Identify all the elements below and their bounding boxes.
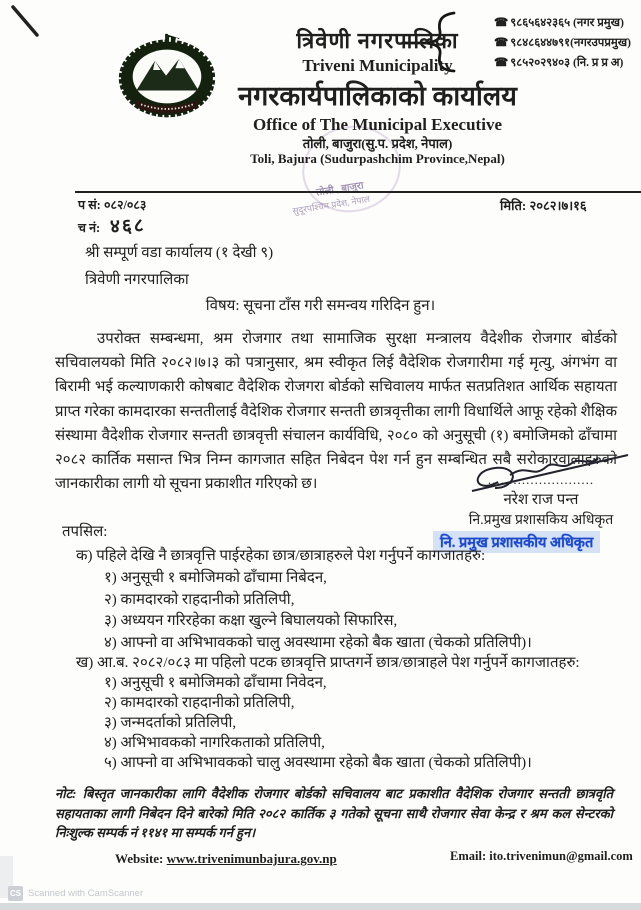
officer-blue-stamp: नि. प्रमुख प्रशासकीय अधिकृत (433, 531, 600, 553)
phone-number: ९८५२०२९४०३ (510, 57, 571, 69)
municipality-name-english: Triveni Municipality (302, 56, 453, 76)
dispatch-number-label: च नं: (78, 221, 101, 235)
camscanner-watermark (8, 886, 143, 901)
phone-label: (नगरउपप्रमुख) (570, 37, 631, 49)
pen-stroke-mark (10, 4, 42, 40)
phone-number: ९८६५६४२३६५ (510, 17, 571, 29)
header-divider (75, 191, 641, 193)
letter-date: मिति: २०८२।७।१६ (500, 198, 587, 213)
telephone-icon: ☎ (493, 17, 509, 29)
list-item: ५) आफ्नो वा अभिभावकको चालु अवस्थामा रहेको बैक खाता (चेकको प्रतिलिपी)। (104, 755, 532, 771)
telephone-icon: ☎ (493, 57, 509, 69)
body-paragraph: उपरोक्त सम्बन्धमा, श्रम रोजगार तथा सामाजिक सुरक्षा मन्त्रालय वैदेशीक रोजगार बोर्डको सचिवालयको मिति २०८२।७।३ को पत्रानुसार, श्रम स्वीकृत लिई वैदेशिक रोजगारीमा गई मृत्यु, अंगभंग वा बिरामी भई कल्याणकारी कोषबाट वैदेशिक रोजगरा बोर्डको सचिवालय मार्फत सतप्रतिशत आर्थिक सहायता प्राप्त गरेका कामदारका सन्ततीलाई वैदेशिक रोजगार सन्तती छात्रवृत्तीका लागी विधार्थिले आफू रहेको शैक्षिक संस्थामा वैदेशीक रोजगार सन्तती छात्रवृत्ती संचालन कार्यविधि, २०८० को अनुसूची (१) बमोजिमको ढाँचामा २०८२ कार्तिक मसान्त भित्र निम्न कागजात सहित निबेदन पेश गर्न हुन सम्बन्धित सबै सरोकारवालाहरुको जानकारीका लागी यो सूचना प्रकाशीत गरिएको छ। (55, 331, 617, 493)
letterhead (150, 28, 605, 167)
address-nepali: तोली, बाजुरा(सु.प. प्रदेश, नेपाल) (302, 136, 453, 152)
section-a-title: क) पहिले देखि नै छात्रवृत्ति पाईरहेका छात्र/छात्राहरुले पेश गर्नुपर्ने कागजातहरु: (76, 548, 486, 564)
footnote-paragraph: नोट: बिस्तृत जानकारीका लागि वैदेशीक रोजगार बोर्डको सचिवालय बाट प्रकाशीत वैदेशिक रोजगार सन्तती छात्रवृति सहायताका लागी निबेदन दिने बारेको मिति २०८२ कार्तिक ३ गतेको सूचना साथै रोजगार सेवा केन्द्र र श्रम कल सेन्टरको निःशुल्क सम्पर्क नं ११४१ मा सम्पर्क गर्न हुन। (55, 786, 613, 840)
office-name-nepali: नगरकार्यपालिकाको कार्यालय (238, 80, 517, 111)
letter-ref-number: प सं: ०८२/०८३ (78, 198, 147, 212)
phone-label: (नगर प्रमुख) (570, 17, 624, 29)
subject-line: विषय: सूचना टाँस गरी समन्वय गरिदिन हुन। (205, 298, 436, 314)
camscanner-badge-icon: CS (8, 886, 23, 901)
footer-website (115, 851, 337, 867)
dispatch-number (78, 212, 146, 238)
email-label: Email: (450, 849, 490, 863)
scan-edge-strip (0, 903, 641, 910)
signature-dotted-line: ......................... (487, 472, 595, 487)
website-label: Website: (115, 851, 167, 866)
list-item: २) कामदारको राहदानीको प्रतिलिपी, (104, 695, 295, 711)
list-item: २) कामदारको राहदानीको प्रतिलिपी, (104, 591, 295, 608)
dispatch-number-value-handwritten: ४६८ (109, 215, 147, 238)
municipality-name-nepali: त्रिवेणी नगरपालिका (296, 28, 459, 53)
signatory-designation: नि.प्रमुख प्रशासकिय अधिकृत (468, 513, 614, 528)
website-url: www.trivenimunbajura.gov.np (166, 851, 337, 866)
signatory-name: नरेश राज पन्त (503, 492, 579, 508)
section-b-title: ख) आ.ब. २०८२/०८३ मा पहिलो पटक छात्रवृत्ति प्राप्तगर्ने छात्र/छात्राहले पेश गर्नुपर्ने कागजातहरु: (76, 655, 580, 671)
list-item: ३) जन्मदर्ताको प्रतिलिपी, (104, 715, 237, 731)
camscanner-label: Scanned with CamScanner (28, 888, 144, 899)
addressee-line: श्री सम्पूर्ण वडा कार्यालय (१ देखी ९) (85, 245, 274, 261)
list-item: १) अनुसूची १ बमोजिमको ढाँचामा निवेदन, (104, 675, 327, 691)
section-a-items (104, 568, 532, 654)
faint-stamp-text: तोली , बाजुरा (315, 180, 365, 199)
list-item: ३) अध्ययन गरिरहेका कक्षा खुल्ने बिघालयको सिफारिस, (104, 613, 398, 629)
footer-email (450, 849, 633, 864)
list-item: १) अनुसूची १ बमोजिमको ढाँचामा निबेदन, (104, 570, 327, 586)
faint-stamp-text: सुदूरपश्चिम प्रदेश, नेपाल (291, 193, 371, 217)
section-b-items (104, 673, 532, 773)
tapasil-heading: तपसिल: (62, 524, 108, 540)
addressee-block (85, 240, 273, 294)
phone-number: ९८४८६४४७९१ (510, 37, 571, 49)
address-english: Toli, Bajura (Sudurpashchim Province,Nepal) (250, 151, 505, 167)
email-address: ito.trivenimun@gmail.com (489, 849, 633, 863)
office-name-english: Office of The Municipal Executive (253, 114, 502, 134)
addressee-line: त्रिवेणी नगरपालिका (85, 272, 189, 288)
telephone-icon: ☎ (493, 37, 509, 49)
phone-label: (नि. प्र प्र अ) (570, 57, 624, 69)
list-item: ४) आफ्नो वा अभिभावकको चालु अवस्थामा रहेको बैक खाता (चेकको प्रतिलिपी)। (104, 634, 532, 651)
list-item: ४) अभिभावकको नागरिकताको प्रतिलिपी, (104, 735, 325, 751)
